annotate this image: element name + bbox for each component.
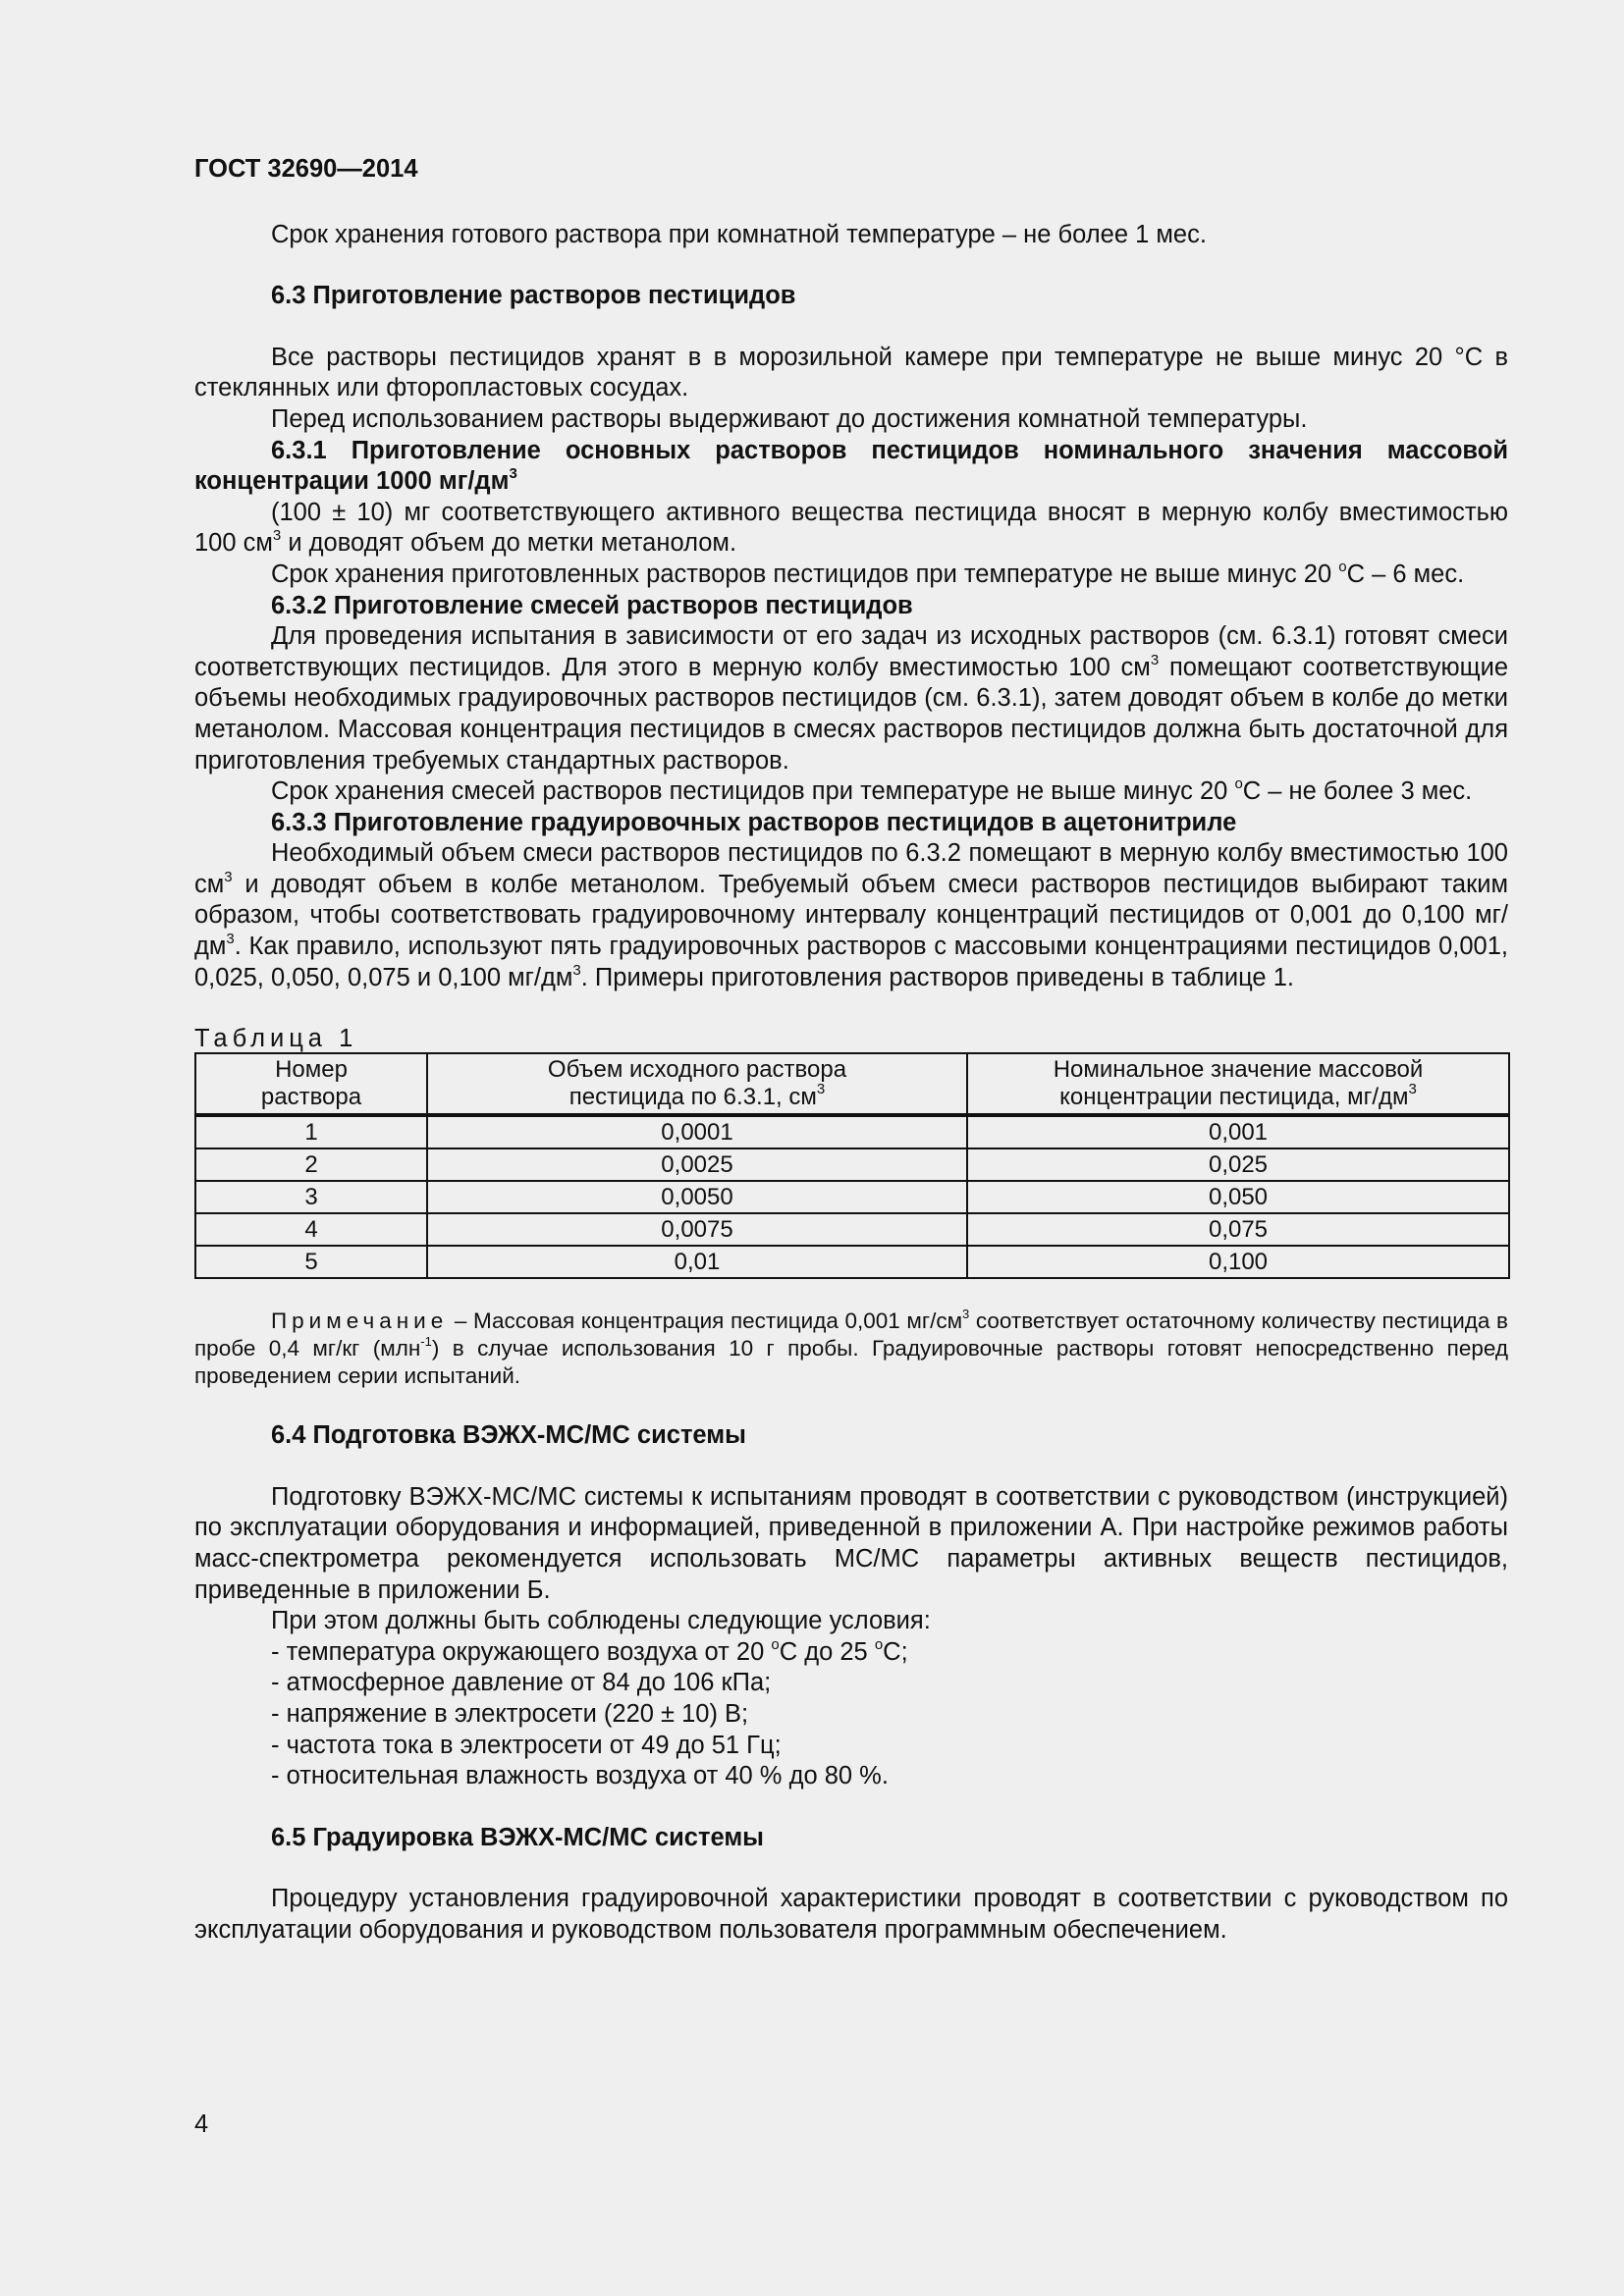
section-6-3-1-title: 6.3.1 Приготовление основных растворов пестицидов номинального значения массовой концентрации 1000 $мг/дм^3$ — [194, 436, 1508, 496]
condition-temperature: - температура окружающего воздуха от 20 $^о$С до 25 $^о$С; — [271, 1635, 908, 1666]
cell-concentration: 0,100 — [967, 1246, 1509, 1278]
cell-number: 4 — [195, 1213, 427, 1246]
table-row — [195, 1115, 1509, 1148]
cell-concentration: 0,075 — [967, 1213, 1509, 1246]
section-6-5-title: 6.5 Градуировка ВЭЖХ-МС/МС системы — [271, 1823, 764, 1851]
condition-voltage: - напряжение в электросети (220 ± 10) В; — [271, 1700, 749, 1728]
section-6-4-title: 6.4 Подготовка ВЭЖХ-МС/МС системы — [271, 1421, 746, 1450]
condition-frequency: - частота тока в электросети от 49 до 51 Гц; — [271, 1731, 782, 1759]
document-header: ГОСТ 32690—2014 — [194, 155, 418, 183]
cell-volume: 0,01 — [427, 1246, 967, 1278]
cell-number: 5 — [195, 1246, 427, 1278]
header-nominal-concentration: Номинальное значение массовой концентрации пестицида, $мг/дм^3$ — [967, 1053, 1509, 1115]
section-6-4-paragraph-1: Подготовку ВЭЖХ-МС/МС системы к испытаниям проводят в соответствии с руководством (инструкцией) по эксплуатации оборудования и информацией, приведенной в приложении А. При настройке режимов работы масс-спектрометра рекомендуется использовать МС/МС параметры активных веществ пестицидов, приведенные в приложении Б. — [194, 1482, 1508, 1604]
cell-volume: 0,0001 — [427, 1115, 967, 1148]
condition-humidity: - относительная влажность воздуха от 40 % до 80 %. — [271, 1762, 889, 1790]
section-6-3-1-paragraph-1: (100 ± 10) мг соответствующего активного вещества пестицида вносят в мерную колбу вместимостью 100 $см^3$ и доводят объем до метки метанолом. — [194, 498, 1508, 558]
table-caption: Таблица 1 — [194, 1025, 358, 1053]
cell-concentration: 0,025 — [967, 1148, 1509, 1181]
section-6-3-2-paragraph-2: Срок хранения смесей растворов пестицидов при температуре не выше минус 20 $^о$С – не более 3 мес. — [271, 775, 1473, 806]
table-row — [195, 1213, 1509, 1246]
page-number: 4 — [194, 2110, 209, 2138]
cell-concentration: 0,001 — [967, 1115, 1509, 1148]
section-6-3-paragraph-2: Перед использованием растворы выдерживают до достижения комнатной температуры. — [271, 404, 1308, 433]
cell-number: 3 — [195, 1181, 427, 1213]
section-6-3-title: 6.3 Приготовление растворов пестицидов — [271, 282, 796, 310]
table-row — [195, 1181, 1509, 1213]
document-page — [194, 154, 1508, 1947]
section-6-5-paragraph-1: Процедуру установления градуировочной характеристики проводят в соответствии с руководством по эксплуатации оборудования и руководством пользователя программным обеспечением. — [194, 1885, 1508, 1944]
table-row — [195, 1246, 1509, 1278]
cell-concentration: 0,050 — [967, 1181, 1509, 1213]
condition-pressure: - атмосферное давление от 84 до 106 кПа; — [271, 1669, 772, 1697]
solutions-table — [194, 1052, 1510, 1279]
cell-number: 2 — [195, 1148, 427, 1181]
header-solution-number: Номер раствора — [195, 1053, 427, 1115]
section-6-3-3-title: 6.3.3 Приготовление градуировочных растворов пестицидов в ацетонитриле — [271, 808, 1237, 836]
section-6-3-1-paragraph-2: Срок хранения приготовленных растворов пестицидов при температуре не выше минус 20 $^о$С – 6 мес. — [271, 558, 1465, 588]
table-row — [195, 1148, 1509, 1181]
table-note: Примечание – Массовая концентрация пестицида 0,001 $мг/см^3$ соответствует остаточному количеству пестицида в пробе 0,4 мг/кг (млн$^{-1}$) в случае использования 10 г пробы. Градуировочные растворы готовят непосредственно перед проведением серии испытаний. — [194, 1307, 1508, 1389]
storage-paragraph: Срок хранения готового раствора при комнатной температуре – не более 1 мес. — [271, 220, 1207, 248]
cell-volume: 0,0025 — [427, 1148, 967, 1181]
header-initial-volume: Объем исходного раствора пестицида по 6.3.1, $см^3$ — [427, 1053, 967, 1115]
section-6-3-3-paragraph-1: Необходимый объем смеси растворов пестицидов по 6.3.2 помещают в мерную колбу вместимостью 100 $см^3$ и доводят объем в колбе метанолом. Требуемый объем смеси растворов пестицидов выбирают таким образом, чтобы соответствовать градуировочному интервалу концентраций пестицидов от 0,001 до 0,100 $мг/дм^3$. Как правило, используют пять градуировочных растворов с массовыми концентрациями пестицидов 0,001, 0,025, 0,050, 0,075 и 0,100 $мг/дм^3$. Примеры приготовления растворов приведены в таблице 1. — [194, 839, 1508, 991]
section-6-3-paragraph-1: Все растворы пестицидов хранят в в морозильной камере при температуре не выше минус 20 °С в стеклянных или фторопластовых сосудах. — [194, 343, 1508, 402]
cell-volume: 0,0050 — [427, 1181, 967, 1213]
section-6-3-2-title: 6.3.2 Приготовление смесей растворов пестицидов — [271, 591, 913, 619]
cell-number: 1 — [195, 1115, 427, 1148]
cell-volume: 0,0075 — [427, 1213, 967, 1246]
section-6-4-paragraph-2: При этом должны быть соблюдены следующие условия: — [271, 1607, 931, 1635]
table-header-row — [195, 1053, 1509, 1115]
section-6-3-2-paragraph-1: Для проведения испытания в зависимости от его задач из исходных растворов (см. 6.3.1) готовят смеси соответствующих пестицидов. Для этого в мерную колбу вместимостью 100 $см^3$ помещают соответствующие объемы необходимых градуировочных растворов пестицидов (см. 6.3.1), затем доводят объем в колбе до метки метанолом. Массовая концентрация пестицидов в смесях растворов пестицидов должна быть достаточной для приготовления требуемых стандартных растворов. — [194, 622, 1509, 774]
